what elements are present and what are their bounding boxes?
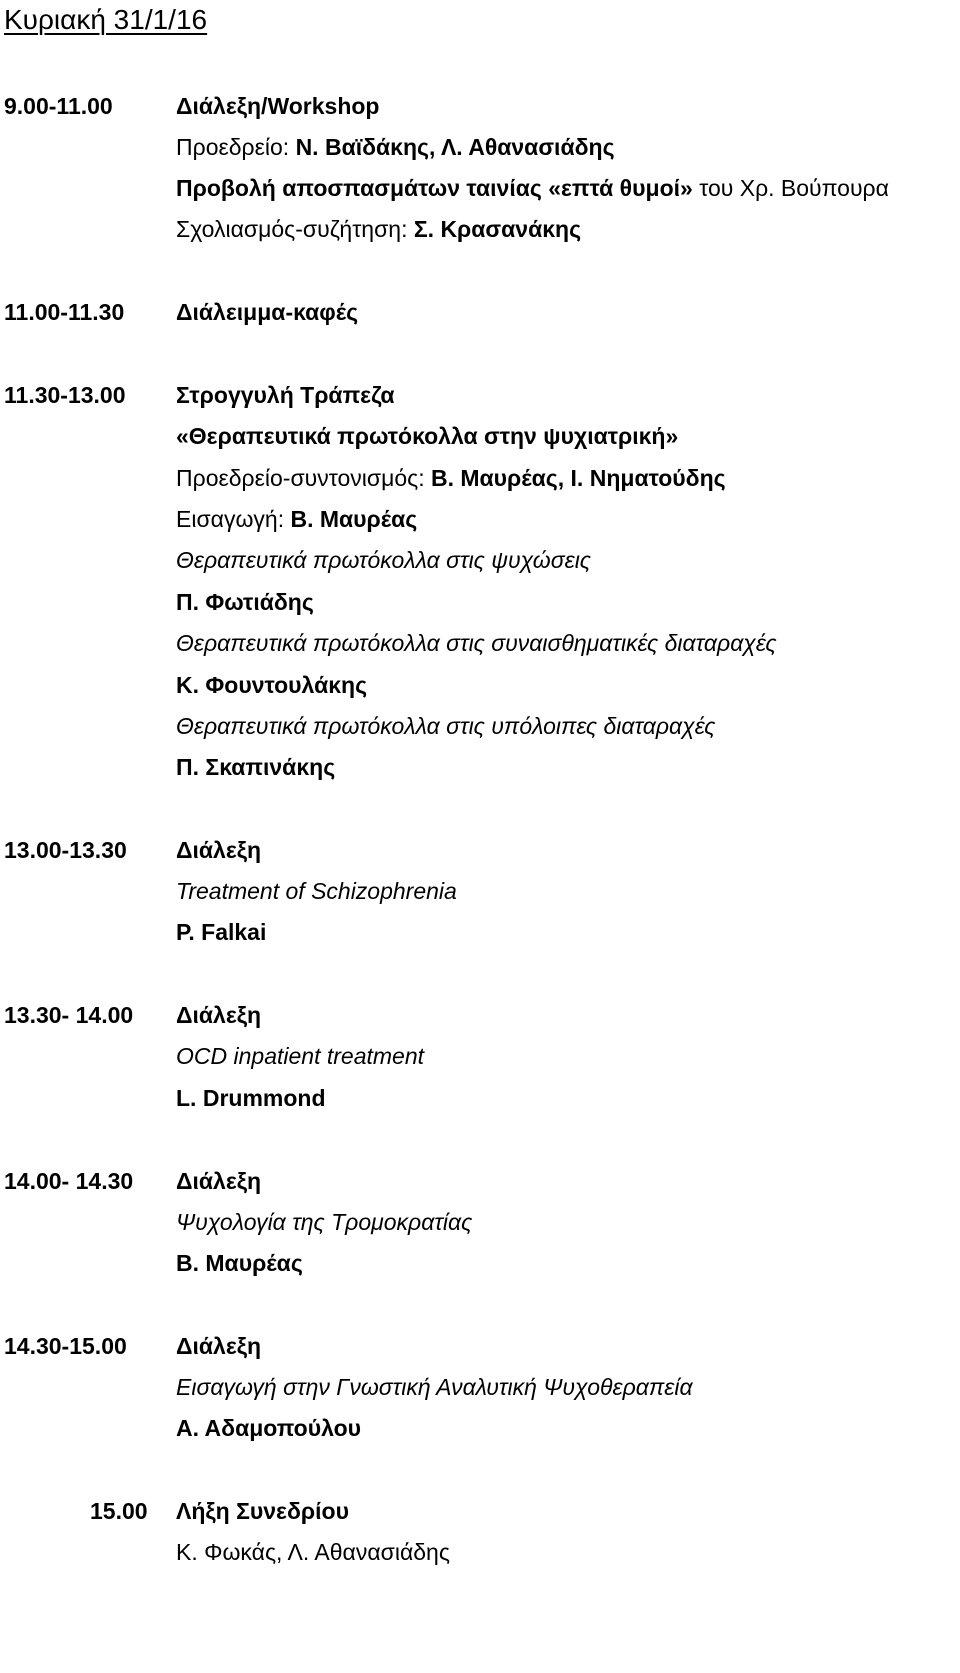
talk-title: OCD inpatient treatment (176, 1043, 425, 1069)
talk-title: Εισαγωγή στην Γνωστική Αναλυτική Ψυχοθεραπεία (176, 1374, 693, 1400)
session-chairs (176, 132, 615, 162)
talk-speaker: P. Falkai (176, 919, 267, 945)
session-heading: Διάλειμμα-καφές (176, 299, 359, 325)
session-heading: Λήξη Συνεδρίου (176, 1498, 349, 1524)
intro-line (176, 504, 417, 534)
talk-title: Θεραπευτικά πρωτόκολλα στις ψυχώσεις (176, 547, 591, 573)
talk-title: Ψυχολογία της Τρομοκρατίας (176, 1209, 473, 1235)
screening-line (176, 173, 889, 203)
session-time: 13.00-13.30 (4, 837, 127, 863)
chairs-label: Προεδρείο-συντονισμός: (176, 465, 431, 491)
talk-title: Θεραπευτικά πρωτόκολλα στις συναισθηματικές διαταραχές (176, 630, 777, 656)
session-time: 15.00 (90, 1498, 148, 1524)
chairs-names: Ν. Βαϊδάκης, Λ. Αθανασιάδης (295, 134, 615, 160)
session-time: 14.00- 14.30 (4, 1168, 134, 1194)
discussion-line (176, 214, 581, 244)
session-heading: Στρογγυλή Τράπεζα (176, 382, 395, 408)
session-time: 9.00-11.00 (4, 93, 113, 119)
talk-speaker: L. Drummond (176, 1085, 326, 1111)
talk-speaker: Α. Αδαμοπούλου (176, 1415, 362, 1441)
closing-names: Κ. Φωκάς, Λ. Αθανασιάδης (176, 1539, 450, 1565)
screening-suffix: του Χρ. Βούπουρα (692, 175, 889, 201)
chairs-names: Β. Μαυρέας, Ι. Νηματούδης (430, 465, 726, 491)
talk-speaker: Κ. Φουντουλάκης (176, 672, 368, 698)
session-heading: Διάλεξη (176, 1168, 262, 1194)
talk-title: Treatment of Schizophrenia (176, 878, 457, 904)
session-time: 14.30-15.00 (4, 1333, 127, 1359)
talk-title: Θεραπευτικά πρωτόκολλα στις υπόλοιπες διαταραχές (176, 713, 716, 739)
discussion-label: Σχολιασμός-συζήτηση: (176, 216, 414, 242)
session-heading: Διάλεξη/Workshop (176, 93, 380, 119)
session-time: 11.00-11.30 (4, 299, 125, 325)
intro-label: Εισαγωγή: (176, 506, 291, 532)
talk-speaker: Π. Φωτιάδης (176, 589, 314, 615)
discussion-name: Σ. Κρασανάκης (413, 216, 582, 242)
chairs-label: Προεδρείο: (176, 134, 296, 160)
screening-title: Προβολή αποσπασμάτων ταινίας «επτά θυμοί» (176, 175, 693, 201)
intro-name: Β. Μαυρέας (290, 506, 418, 532)
session-time: 13.30- 14.00 (4, 1002, 134, 1028)
talk-speaker: Π. Σκαπινάκης (176, 754, 336, 780)
session-heading: Διάλεξη (176, 837, 262, 863)
session-chairs (176, 463, 726, 493)
session-time: 11.30-13.00 (4, 382, 126, 408)
session-heading: Διάλεξη (176, 1333, 262, 1359)
talk-speaker: Β. Μαυρέας (176, 1250, 303, 1276)
session-subtitle: «Θεραπευτικά πρωτόκολλα στην ψυχιατρική» (176, 423, 679, 449)
session-heading: Διάλεξη (176, 1002, 262, 1028)
page-title: Κυριακή 31/1/16 (4, 4, 208, 35)
